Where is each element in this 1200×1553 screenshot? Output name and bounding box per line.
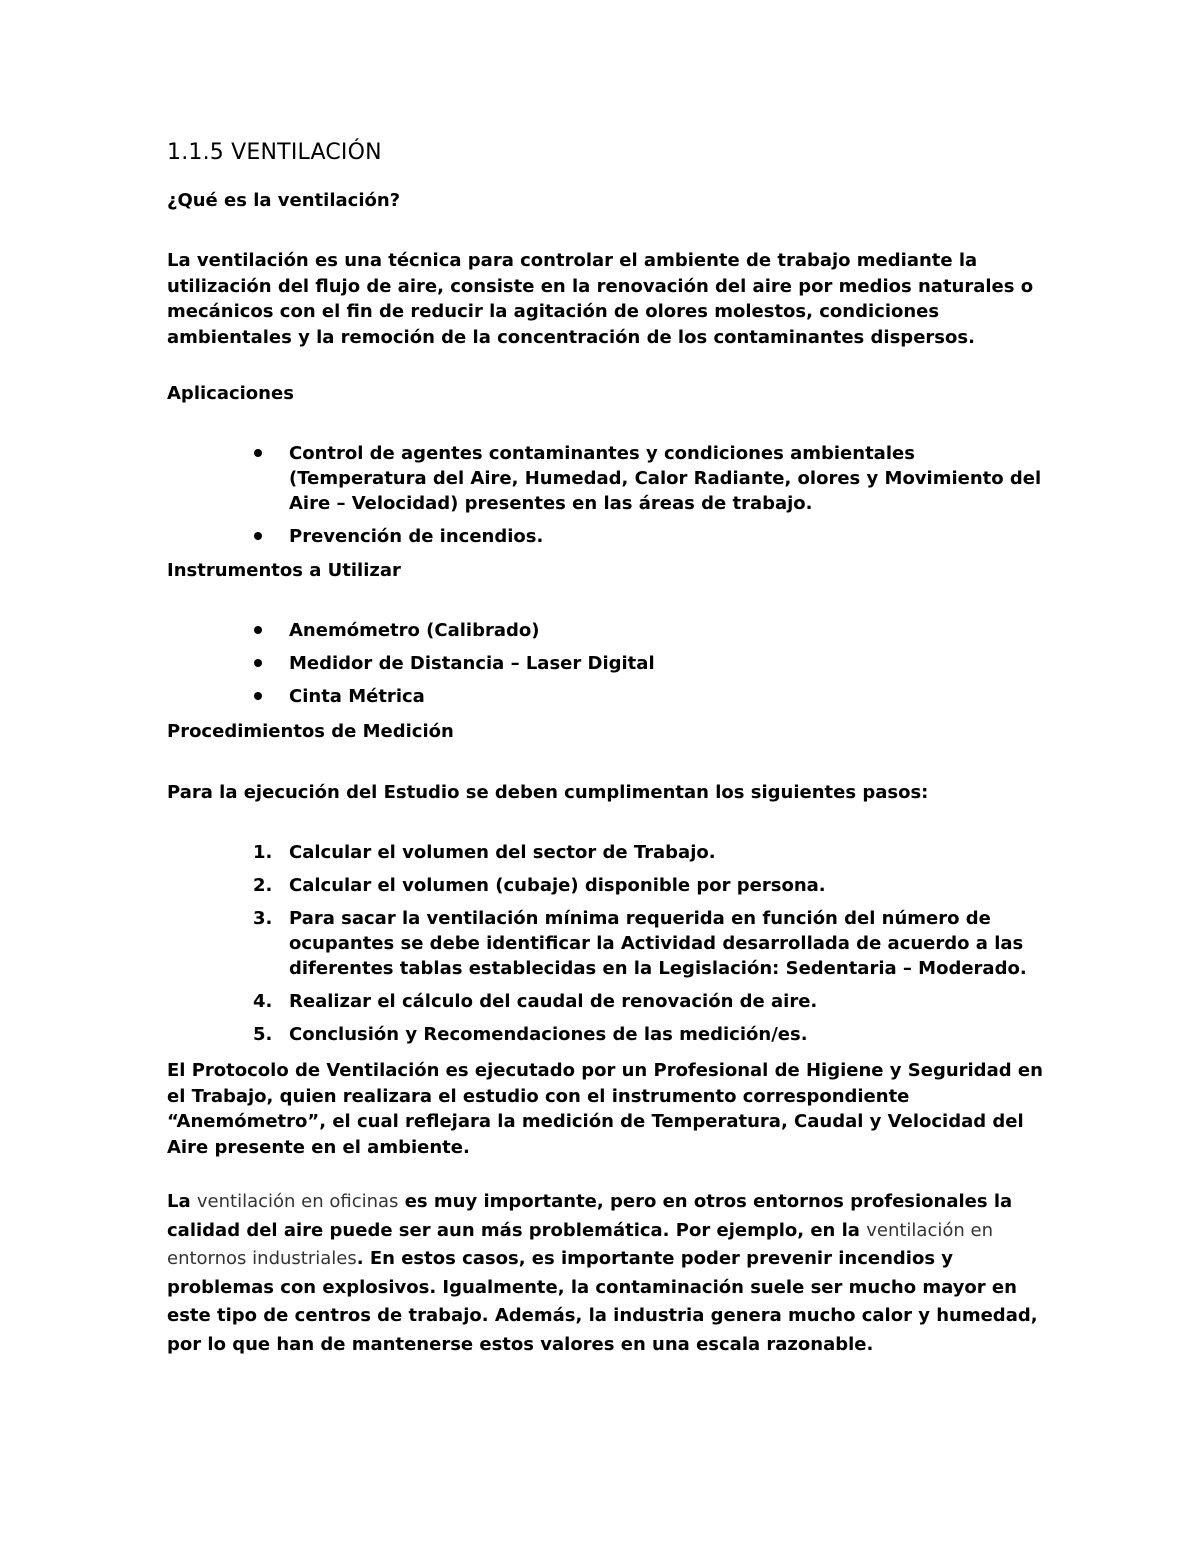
bullet-icon: [254, 532, 262, 540]
list-item-text: Medidor de Distancia – Laser Digital: [289, 653, 655, 674]
step-number: 1.: [253, 842, 273, 863]
list-item: [167, 989, 1047, 1014]
procedures-steps-list: [167, 840, 1047, 1055]
step-number: 3.: [253, 908, 273, 929]
step-number: 5.: [253, 1024, 273, 1045]
protocol-paragraph: El Protocolo de Ventilación es ejecutado por un Profesional de Higiene y Seguridad en el Trabajo, quien realizara el estudio con el instrumento correspondiente “Anemómetro”, el cual reflejara la medición de Temperatura, Caudal y Velocidad del Aire presente en el ambiente.: [167, 1060, 1043, 1158]
bullet-icon: [254, 659, 262, 667]
bullet-icon: [254, 626, 262, 634]
procedures-intro: Para la ejecución del Estudio se deben cumplimentan los siguientes pasos:: [167, 782, 929, 803]
list-item: [167, 524, 1047, 549]
closing-text-3: . En estos casos, es importante poder prevenir incendios y problemas con explosivos. Igualmente, la contaminación suele ser mucho mayor en este tipo de centros de trabajo. Además, la industria genera mucho calor y humedad, por lo que han de mantenerse estos valores en una escala razonable.: [167, 1248, 1038, 1355]
list-item-text: Para sacar la ventilación mínima requerida en función del número de ocupantes se debe identificar la Actividad desarrollada de acuerdo a las diferentes tablas establecidas en la Legislación: Sedentaria – Moderado.: [289, 908, 1027, 979]
step-number: 2.: [253, 875, 273, 896]
applications-title: Aplicaciones: [167, 383, 294, 404]
section-heading: 1.1.5 VENTILACIÓN: [167, 140, 382, 165]
applications-list: [167, 441, 1047, 557]
bullet-icon: [254, 692, 262, 700]
instruments-list: [167, 618, 1047, 717]
closing-text-2: es muy importante, pero en otros entornos profesionales la calidad del aire puede ser aun más problemática. Por ejemplo, en la: [167, 1191, 1013, 1241]
link-ventilacion-oficinas[interactable]: ventilación en oficinas: [196, 1191, 399, 1212]
list-item-text: Control de agentes contaminantes y condiciones ambientales (Temperatura del Aire, Humedad, Calor Radiante, olores y Movimiento del Aire – Velocidad) presentes en las áreas de trabajo.: [289, 443, 1042, 514]
instruments-title: Instrumentos a Utilizar: [167, 560, 401, 581]
list-item: [167, 873, 1047, 898]
list-item: [167, 1022, 1047, 1047]
list-item: [167, 840, 1047, 865]
list-item-text: Conclusión y Recomendaciones de las medición/es.: [289, 1024, 808, 1045]
list-item-text: Cinta Métrica: [289, 686, 425, 707]
closing-text-1: La: [167, 1191, 197, 1212]
step-number: 4.: [253, 991, 273, 1012]
procedures-title: Procedimientos de Medición: [167, 721, 454, 742]
list-item-text: Prevención de incendios.: [289, 526, 544, 547]
link-ventilacion-industriales[interactable]: ventilación en entornos industriales: [167, 1219, 993, 1269]
list-item: [167, 651, 1047, 676]
definition-paragraph: La ventilación es una técnica para controlar el ambiente de trabajo mediante la utilización del flujo de aire, consiste en la renovación del aire por medios naturales o mecánicos con el fin de reducir la agitación de olores molestos, condiciones ambientales y la remoción de la concentración de los contaminantes dispersos.: [167, 250, 1034, 348]
list-item-text: Anemómetro (Calibrado): [289, 620, 540, 641]
list-item: [167, 618, 1047, 643]
bullet-icon: [254, 449, 262, 457]
list-item-text: Realizar el cálculo del caudal de renovación de aire.: [289, 991, 818, 1012]
list-item: [167, 684, 1047, 709]
list-item-text: Calcular el volumen del sector de Trabajo.: [289, 842, 716, 863]
closing-paragraph: [167, 1188, 1047, 1359]
list-item: [167, 906, 1047, 981]
question-subheading: ¿Qué es la ventilación?: [167, 190, 401, 211]
document-page: [167, 0, 1047, 1553]
list-item-text: Calcular el volumen (cubaje) disponible por persona.: [289, 875, 826, 896]
list-item: [167, 441, 1047, 516]
